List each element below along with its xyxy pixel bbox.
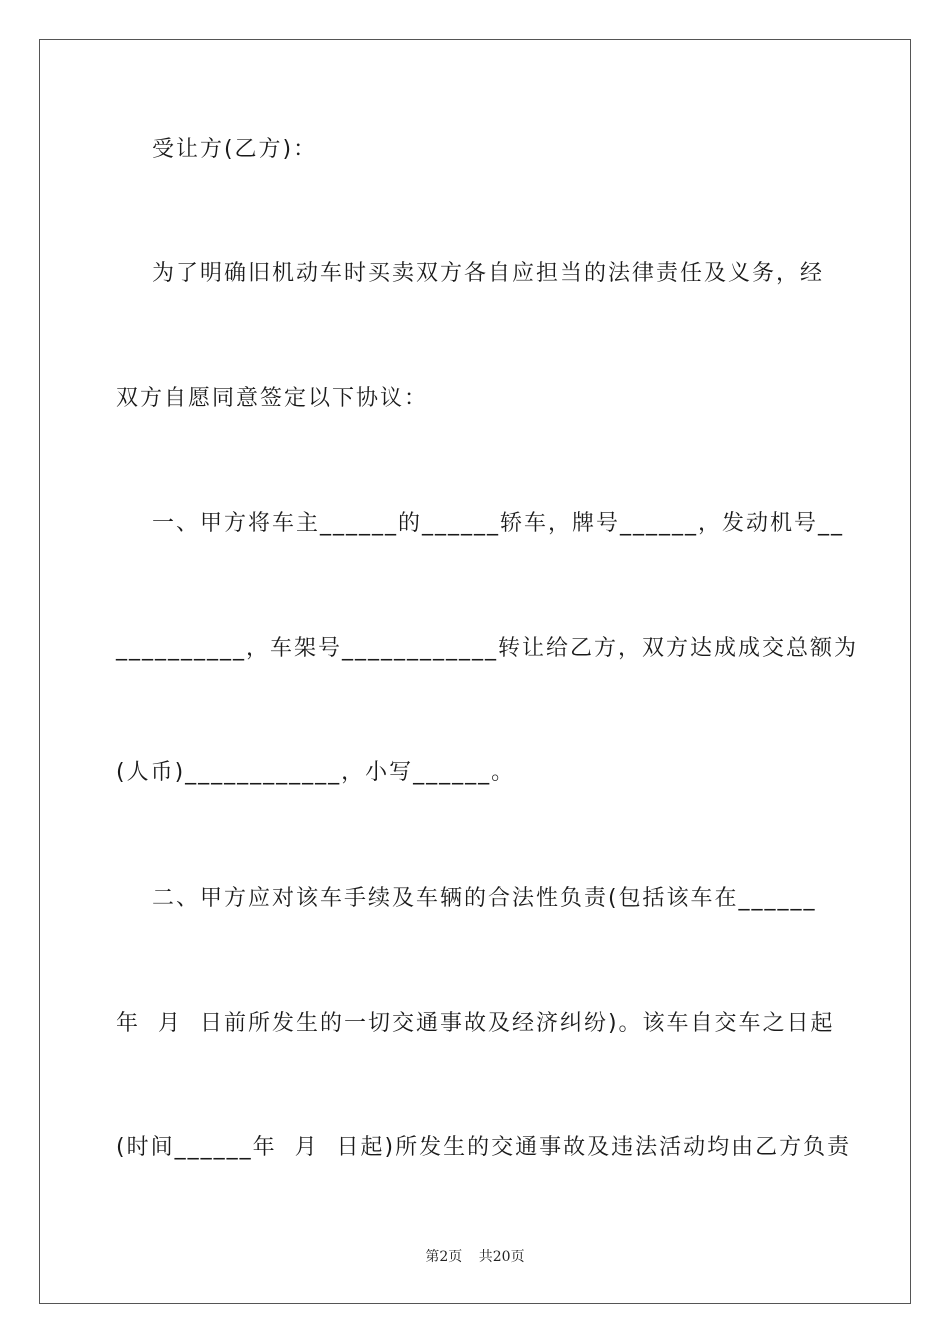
text-line: 年 月 日前所发生的一切交通事故及经济纠纷)。该车自交车之日起 (116, 1011, 835, 1036)
text-line: (人币)____________，小写______。 (116, 760, 516, 785)
page-total: 共20页 (478, 1249, 525, 1265)
page-number: 第2页 (425, 1249, 463, 1265)
text-line: 双方自愿同意签定以下协议： (116, 386, 429, 411)
text-line: 一、甲方将车主______的______轿车，牌号______，发动机号__ (116, 511, 844, 536)
page-footer (0, 1246, 950, 1266)
text-line: (时间______年 月 日起)所发生的交通事故及违法活动均由乙方负责 (116, 1135, 852, 1160)
text-line: __________，车架号____________转让给乙方，双方达成成交总额为 (116, 636, 859, 661)
text-line: 二、甲方应对该车手续及车辆的合法性负责(包括该车在______ (116, 886, 817, 911)
page-border (39, 39, 911, 1304)
text-line: 为了明确旧机动车时买卖双方各自应担当的法律责任及义务，经 (116, 261, 824, 286)
text-line: 受让方(乙方)： (116, 137, 318, 162)
